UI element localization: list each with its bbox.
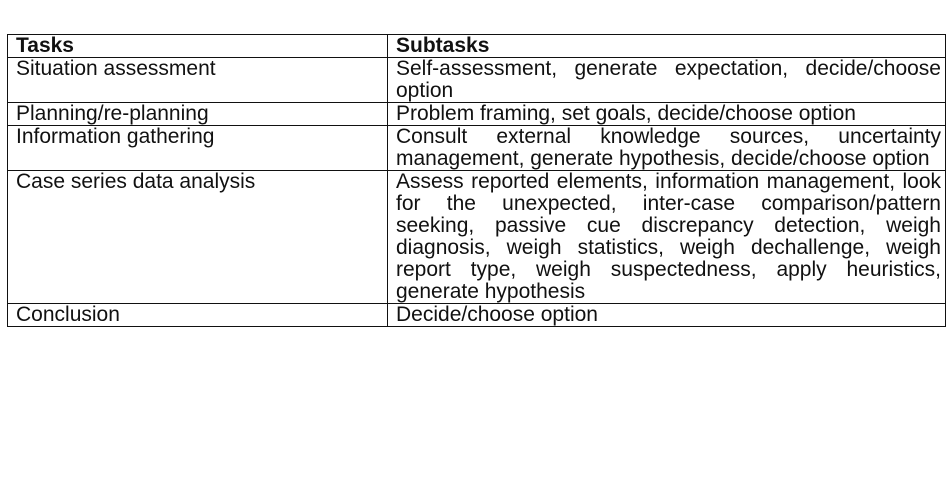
table-row [8, 304, 946, 327]
task-cell: Conclusion [8, 304, 388, 327]
tasks-table [7, 34, 946, 327]
table-row [8, 126, 946, 171]
header-subtasks: Subtasks [388, 35, 946, 58]
table-header-row [8, 35, 946, 58]
subtasks-cell: Assess reported elements, information management, look for the unexpected, inter-case comparison/pattern seeking, passive cue discrepancy detection, weigh diagnosis, weigh statistics, weigh dechallenge, weigh report type, weigh suspectedness, apply heuristics, generate hypothesis [388, 171, 946, 304]
table-row [8, 103, 946, 126]
task-cell: Situation assessment [8, 58, 388, 103]
task-cell: Case series data analysis [8, 171, 388, 304]
subtasks-cell: Decide/choose option [388, 304, 946, 327]
header-tasks: Tasks [8, 35, 388, 58]
subtasks-cell: Consult external knowledge sources, uncertainty management, generate hypothesis, decide/choose option [388, 126, 946, 171]
subtasks-cell: Problem framing, set goals, decide/choose option [388, 103, 946, 126]
table-row [8, 171, 946, 304]
task-cell: Information gathering [8, 126, 388, 171]
table-row [8, 58, 946, 103]
subtasks-cell: Self-assessment, generate expectation, decide/choose option [388, 58, 946, 103]
tasks-table-container [7, 34, 945, 327]
task-cell: Planning/re-planning [8, 103, 388, 126]
